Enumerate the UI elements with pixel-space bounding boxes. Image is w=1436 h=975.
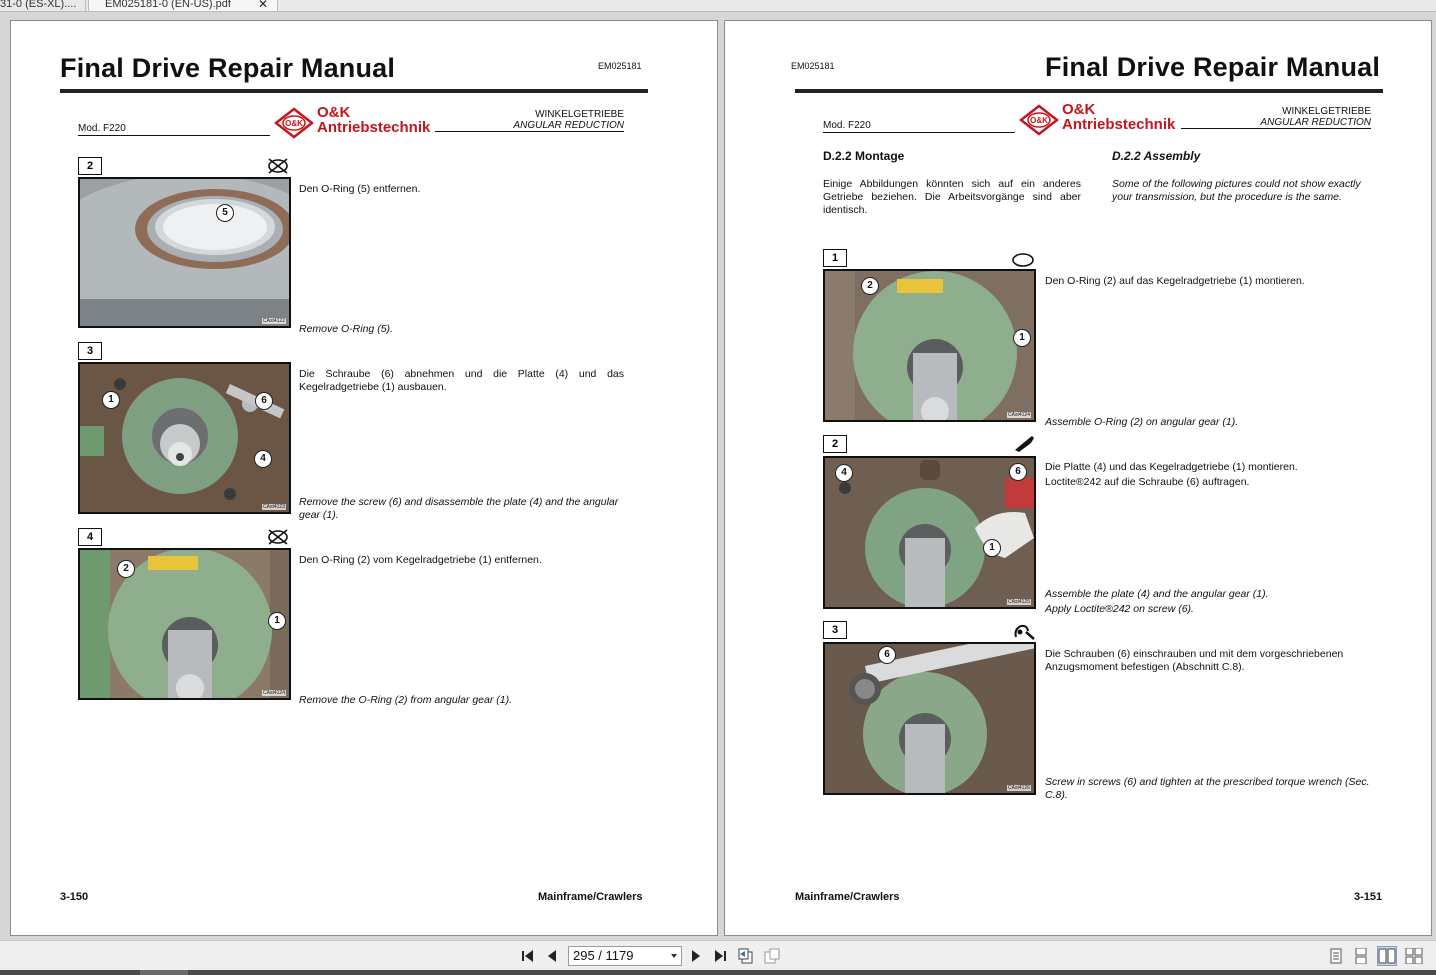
page-left bbox=[10, 20, 718, 936]
step-text-en: Remove the O-Ring (2) from angular gear (1). bbox=[299, 694, 512, 706]
step-photo bbox=[823, 642, 1036, 795]
step-number: 3 bbox=[78, 342, 102, 360]
step-number: 2 bbox=[78, 157, 102, 175]
step-photo bbox=[78, 362, 291, 514]
callout: 5 bbox=[216, 204, 234, 222]
close-tab-icon[interactable]: ✕ bbox=[258, 0, 269, 11]
callout: 6 bbox=[878, 646, 896, 664]
go-back-view-icon[interactable] bbox=[736, 946, 756, 966]
page-number: 3-151 bbox=[1354, 891, 1383, 903]
two-page-continuous-view-icon[interactable] bbox=[1404, 946, 1424, 966]
photo-id: CAst4126 bbox=[1008, 785, 1030, 791]
model-label: Mod. F220 bbox=[823, 120, 1015, 133]
first-page-button[interactable] bbox=[518, 946, 538, 966]
model-label: Mod. F220 bbox=[78, 123, 270, 136]
ok-logo bbox=[1019, 101, 1179, 136]
callout: 2 bbox=[861, 277, 879, 295]
page-title: Final Drive Repair Manual bbox=[1045, 52, 1381, 82]
doc-number: EM025181 bbox=[791, 61, 835, 71]
gear-type-header bbox=[1181, 106, 1371, 129]
callout: 2 bbox=[117, 560, 135, 578]
step-number: 2 bbox=[823, 435, 847, 453]
step-photo bbox=[823, 269, 1036, 422]
loctite-tube-icon bbox=[1013, 434, 1035, 457]
gear-type-de: WINKELGETRIEBE bbox=[1282, 106, 1371, 117]
continuous-view-icon[interactable] bbox=[1351, 946, 1371, 966]
step-text-en: Assemble O-Ring (2) on angular gear (1). bbox=[1045, 416, 1239, 428]
callout: 6 bbox=[255, 392, 273, 410]
logo-wordmark bbox=[317, 105, 430, 135]
step-text-en-2: Apply Loctite®242 on screw (6). bbox=[1045, 603, 1194, 615]
logo-line-2: Antriebstechnik bbox=[1062, 116, 1176, 133]
ok-logo bbox=[274, 104, 434, 139]
last-page-button[interactable] bbox=[710, 946, 730, 966]
logo-wordmark bbox=[1062, 102, 1175, 132]
step-text-de: Den O-Ring (5) entfernen. bbox=[299, 183, 421, 195]
tab-document-en[interactable]: EM025181-0 (EN-US).pdf bbox=[88, 0, 278, 12]
step-number: 4 bbox=[78, 528, 102, 546]
step-text-de: Den O-Ring (2) vom Kegelradgetriebe (1) entfernen. bbox=[299, 554, 542, 566]
previous-page-button[interactable] bbox=[542, 946, 562, 966]
page-indicator: 295 / 1179 bbox=[573, 948, 634, 963]
section-heading-en: D.2.2 Assembly bbox=[1112, 149, 1201, 163]
photo-id: CAst4125 bbox=[1008, 599, 1030, 605]
gear-type-en: ANGULAR REDUCTION bbox=[513, 120, 624, 131]
chevron-down-icon bbox=[671, 954, 677, 958]
document-viewer[interactable] bbox=[0, 12, 1436, 940]
section-heading-de: D.2.2 Montage bbox=[823, 149, 905, 163]
go-forward-view-icon[interactable] bbox=[762, 946, 782, 966]
logo-badge: O&K bbox=[1030, 116, 1048, 125]
callout: 1 bbox=[1013, 329, 1031, 347]
photo-id: CAst4122 bbox=[263, 318, 285, 324]
intro-text-de: Einige Abbildungen könnten sich auf ein anderes Getriebe beziehen. Die Arbeitsvorgänge sind aber identisch. bbox=[823, 178, 1081, 216]
step-photo bbox=[823, 456, 1036, 609]
step-text-en: Remove O-Ring (5). bbox=[299, 323, 393, 335]
callout: 4 bbox=[254, 450, 272, 468]
single-page-view-icon[interactable] bbox=[1326, 946, 1346, 966]
page-number-select[interactable] bbox=[568, 946, 682, 966]
step-text-de: Die Schrauben (6) einschrauben und mit dem vorgeschriebenen Anzugsmoment befestigen (Abschnitt C.8). bbox=[1045, 648, 1344, 673]
title-rule bbox=[795, 89, 1383, 93]
section-footer: Mainframe/Crawlers bbox=[795, 891, 900, 903]
callout: 1 bbox=[983, 539, 1001, 557]
gear-type-en: ANGULAR REDUCTION bbox=[1260, 117, 1371, 128]
remove-oring-icon bbox=[267, 158, 289, 179]
step-text-en: Screw in screws (6) and tighten at the prescribed torque wrench (Sec. C.8). bbox=[1045, 776, 1370, 801]
status-bar bbox=[0, 970, 1436, 975]
next-page-button[interactable] bbox=[686, 946, 706, 966]
logo-badge: O&K bbox=[285, 119, 303, 128]
step-text-de-1: Die Platte (4) und das Kegelradgetriebe (1) montieren. bbox=[1045, 461, 1298, 473]
step-text-en-1: Assemble the plate (4) and the angular gear (1). bbox=[1045, 588, 1269, 600]
step-text-en: Remove the screw (6) and disassemble the plate (4) and the angular gear (1). bbox=[299, 496, 619, 521]
page-title: Final Drive Repair Manual bbox=[60, 53, 396, 83]
navigation-toolbar bbox=[0, 940, 1436, 970]
remove-oring-icon bbox=[267, 529, 289, 550]
step-text-de-2: Loctite®242 auf die Schraube (6) auftragen. bbox=[1045, 476, 1250, 488]
step-number: 3 bbox=[823, 621, 847, 639]
doc-number: EM025181 bbox=[598, 61, 642, 71]
callout: 1 bbox=[268, 612, 286, 630]
gear-type-de: WINKELGETRIEBE bbox=[535, 109, 624, 120]
step-number: 1 bbox=[823, 249, 847, 267]
logo-line-2: Antriebstechnik bbox=[317, 119, 431, 136]
tab-bar bbox=[0, 0, 1436, 12]
photo-id: CAst4124 bbox=[1008, 412, 1030, 418]
photo-id: CAst4124 bbox=[263, 690, 285, 696]
intro-text-en: Some of the following pictures could not show exactly your transmission, but the procedure is the same. bbox=[1112, 178, 1361, 203]
step-photo bbox=[78, 177, 291, 328]
title-rule bbox=[60, 89, 648, 93]
page-number: 3-150 bbox=[60, 891, 89, 903]
photo-id: CAst4123 bbox=[263, 504, 285, 510]
callout: 4 bbox=[835, 464, 853, 482]
section-footer: Mainframe/Crawlers bbox=[538, 891, 643, 903]
step-photo bbox=[78, 548, 291, 700]
callout: 1 bbox=[102, 391, 120, 409]
two-page-view-icon[interactable] bbox=[1377, 946, 1397, 966]
logo-line-1: O&K bbox=[317, 104, 351, 121]
step-text-de: Die Schraube (6) abnehmen und die Platte (4) und das Kegelradgetriebe (1) ausbauen. bbox=[299, 368, 624, 393]
tab-document-es[interactable]: 31-0 (ES-XL).... bbox=[0, 0, 86, 12]
step-text-de: Den O-Ring (2) auf das Kegelradgetriebe (1) montieren. bbox=[1045, 275, 1305, 287]
logo-line-1: O&K bbox=[1062, 101, 1096, 118]
callout: 6 bbox=[1009, 463, 1027, 481]
page-right bbox=[724, 20, 1432, 936]
gear-type-header bbox=[435, 109, 624, 132]
